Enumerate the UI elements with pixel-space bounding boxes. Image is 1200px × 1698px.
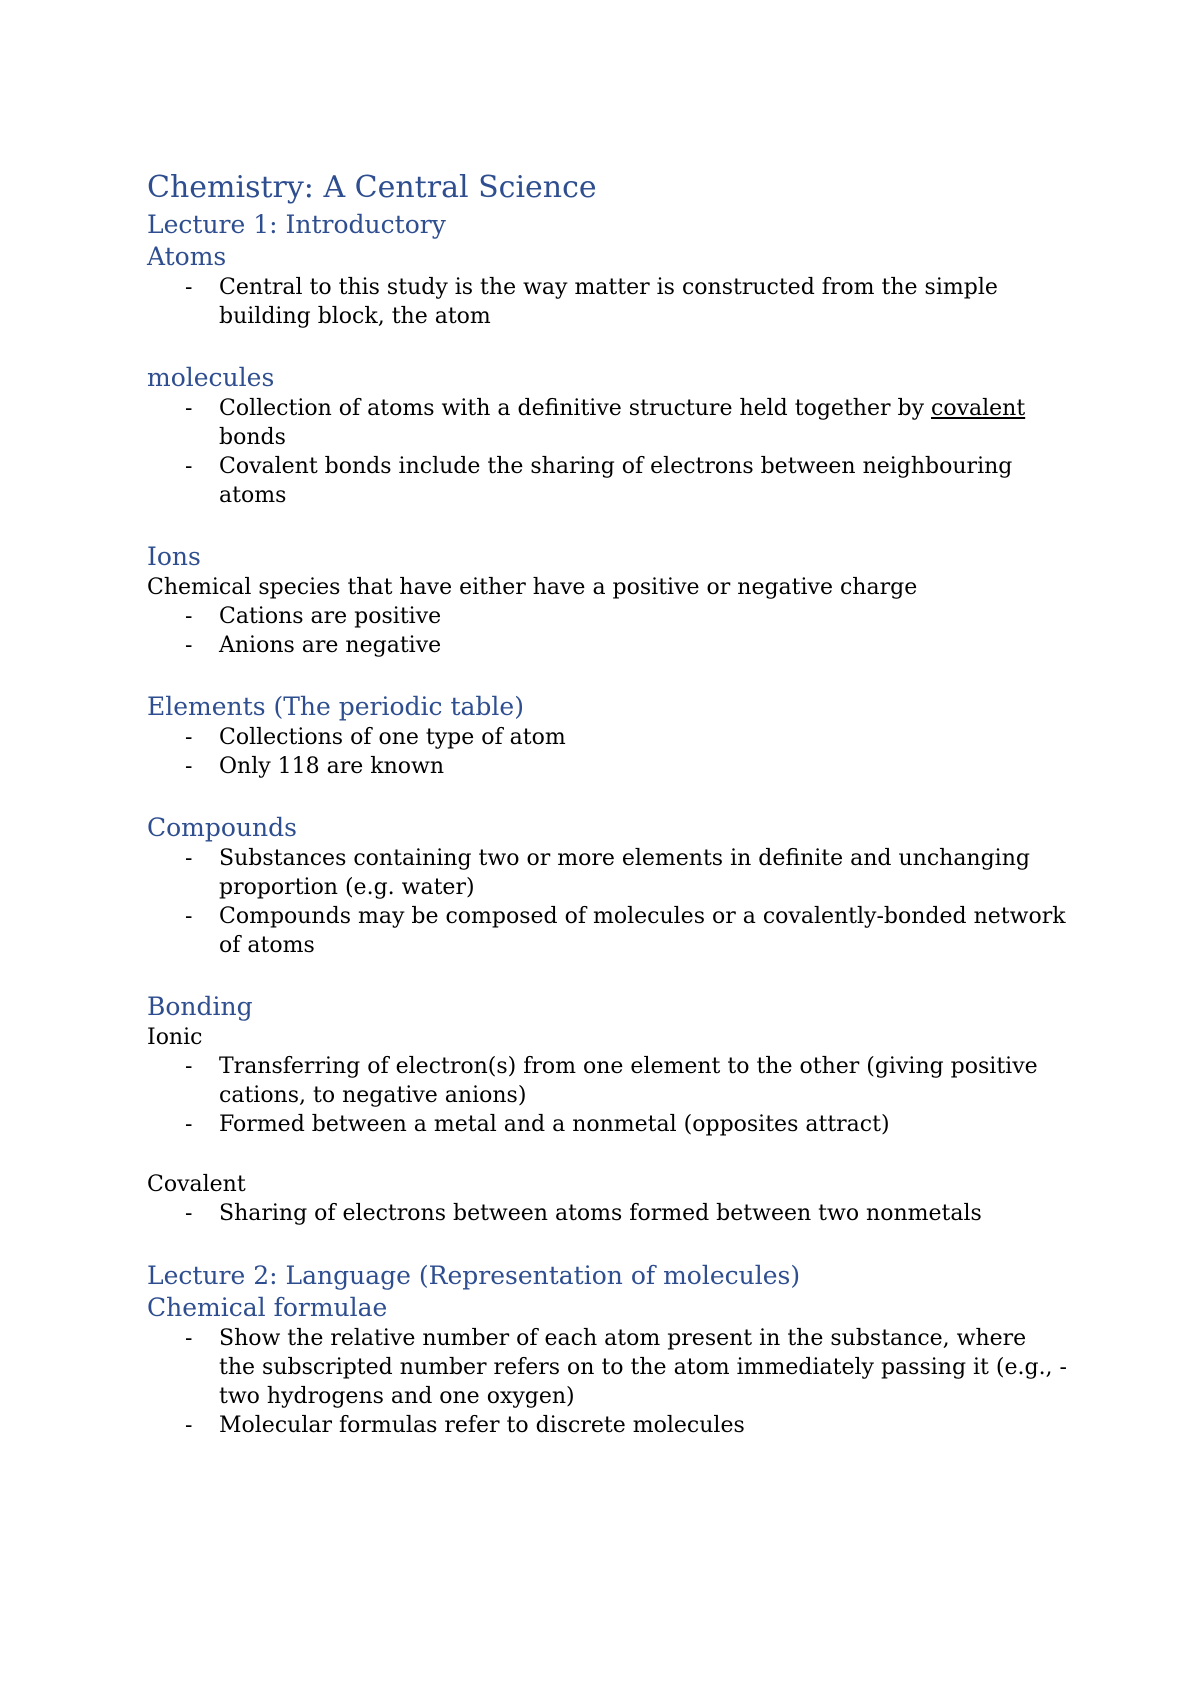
list-item-text: Sharing of electrons between atoms formed between two nonmetals <box>219 1201 982 1226</box>
list-item <box>147 1324 1067 1411</box>
dash-bullet: - <box>185 1326 193 1351</box>
lecture-1-heading: Lecture 1: Introductory <box>147 210 446 239</box>
compounds-list <box>147 844 1067 960</box>
document-title: Chemistry: A Central Science <box>147 170 597 205</box>
covalent-list <box>147 1199 1067 1228</box>
elements-heading: Elements (The periodic table) <box>147 692 524 721</box>
molecules-list <box>147 394 1067 510</box>
list-item <box>147 452 1067 510</box>
list-item <box>147 723 1067 752</box>
dash-bullet: - <box>185 604 193 629</box>
list-item-text: Compounds may be composed of molecules or a covalently-bonded network of atoms <box>219 904 1066 958</box>
list-item-text: Cations are positive <box>219 604 442 629</box>
ions-intro: Chemical species that have either have a positive or negative charge <box>147 575 918 600</box>
dash-bullet: - <box>185 396 193 421</box>
list-item-text: Transferring of electron(s) from one element to the other (giving positive cations, to negative anions) <box>219 1054 1038 1108</box>
bonding-heading: Bonding <box>147 992 253 1021</box>
dash-bullet: - <box>185 275 193 300</box>
list-item-text: Central to this study is the way matter is constructed from the simple building block, the atom <box>219 275 998 329</box>
dash-bullet: - <box>185 846 193 871</box>
list-item <box>147 631 1067 660</box>
list-item <box>147 844 1067 902</box>
molecules-heading: molecules <box>147 363 275 392</box>
dash-bullet: - <box>185 1054 193 1079</box>
list-item <box>147 1110 1067 1139</box>
list-item <box>147 902 1067 960</box>
list-item <box>147 1199 1067 1228</box>
underlined-term: covalent <box>931 396 1026 421</box>
list-item-text: Molecular formulas refer to discrete molecules <box>219 1413 745 1438</box>
covalent-label: Covalent <box>147 1172 246 1197</box>
list-item-text: Only 118 are known <box>219 754 445 779</box>
atoms-heading: Atoms <box>147 242 227 271</box>
atoms-list <box>147 273 1067 331</box>
list-item <box>147 394 1067 452</box>
list-item-text: Show the relative number of each atom present in the substance, where the subscripted number refers on to the atom immediately passing it (e.g., - two hydrogens and one oxygen) <box>219 1326 1067 1409</box>
dash-bullet: - <box>185 725 193 750</box>
formulae-list <box>147 1324 1067 1440</box>
chemical-formulae-heading: Chemical formulae <box>147 1293 388 1322</box>
ionic-label: Ionic <box>147 1025 203 1050</box>
ions-list <box>147 602 1067 660</box>
list-item <box>147 1411 1067 1440</box>
list-item-text: Collections of one type of atom <box>219 725 566 750</box>
dash-bullet: - <box>185 1201 193 1226</box>
list-item-text: Collection of atoms with a definitive structure held together by <box>219 396 931 421</box>
dash-bullet: - <box>185 754 193 779</box>
list-item <box>147 602 1067 631</box>
list-item-text: Substances containing two or more elements in definite and unchanging proportion (e.g. water) <box>219 846 1030 900</box>
document-page <box>147 168 1067 1440</box>
dash-bullet: - <box>185 633 193 658</box>
list-item <box>147 273 1067 331</box>
dash-bullet: - <box>185 1112 193 1137</box>
compounds-heading: Compounds <box>147 813 297 842</box>
ionic-list <box>147 1052 1067 1139</box>
lecture-2-heading: Lecture 2: Language (Representation of molecules) <box>147 1261 801 1290</box>
dash-bullet: - <box>185 1413 193 1438</box>
list-item-text: Formed between a metal and a nonmetal (opposites attract) <box>219 1112 890 1137</box>
ions-heading: Ions <box>147 542 201 571</box>
dash-bullet: - <box>185 454 193 479</box>
list-item-text: bonds <box>219 425 286 450</box>
list-item <box>147 752 1067 781</box>
dash-bullet: - <box>185 904 193 929</box>
list-item-text: Covalent bonds include the sharing of electrons between neighbouring atoms <box>219 454 1013 508</box>
list-item-text: Anions are negative <box>219 633 442 658</box>
list-item <box>147 1052 1067 1110</box>
elements-list <box>147 723 1067 781</box>
